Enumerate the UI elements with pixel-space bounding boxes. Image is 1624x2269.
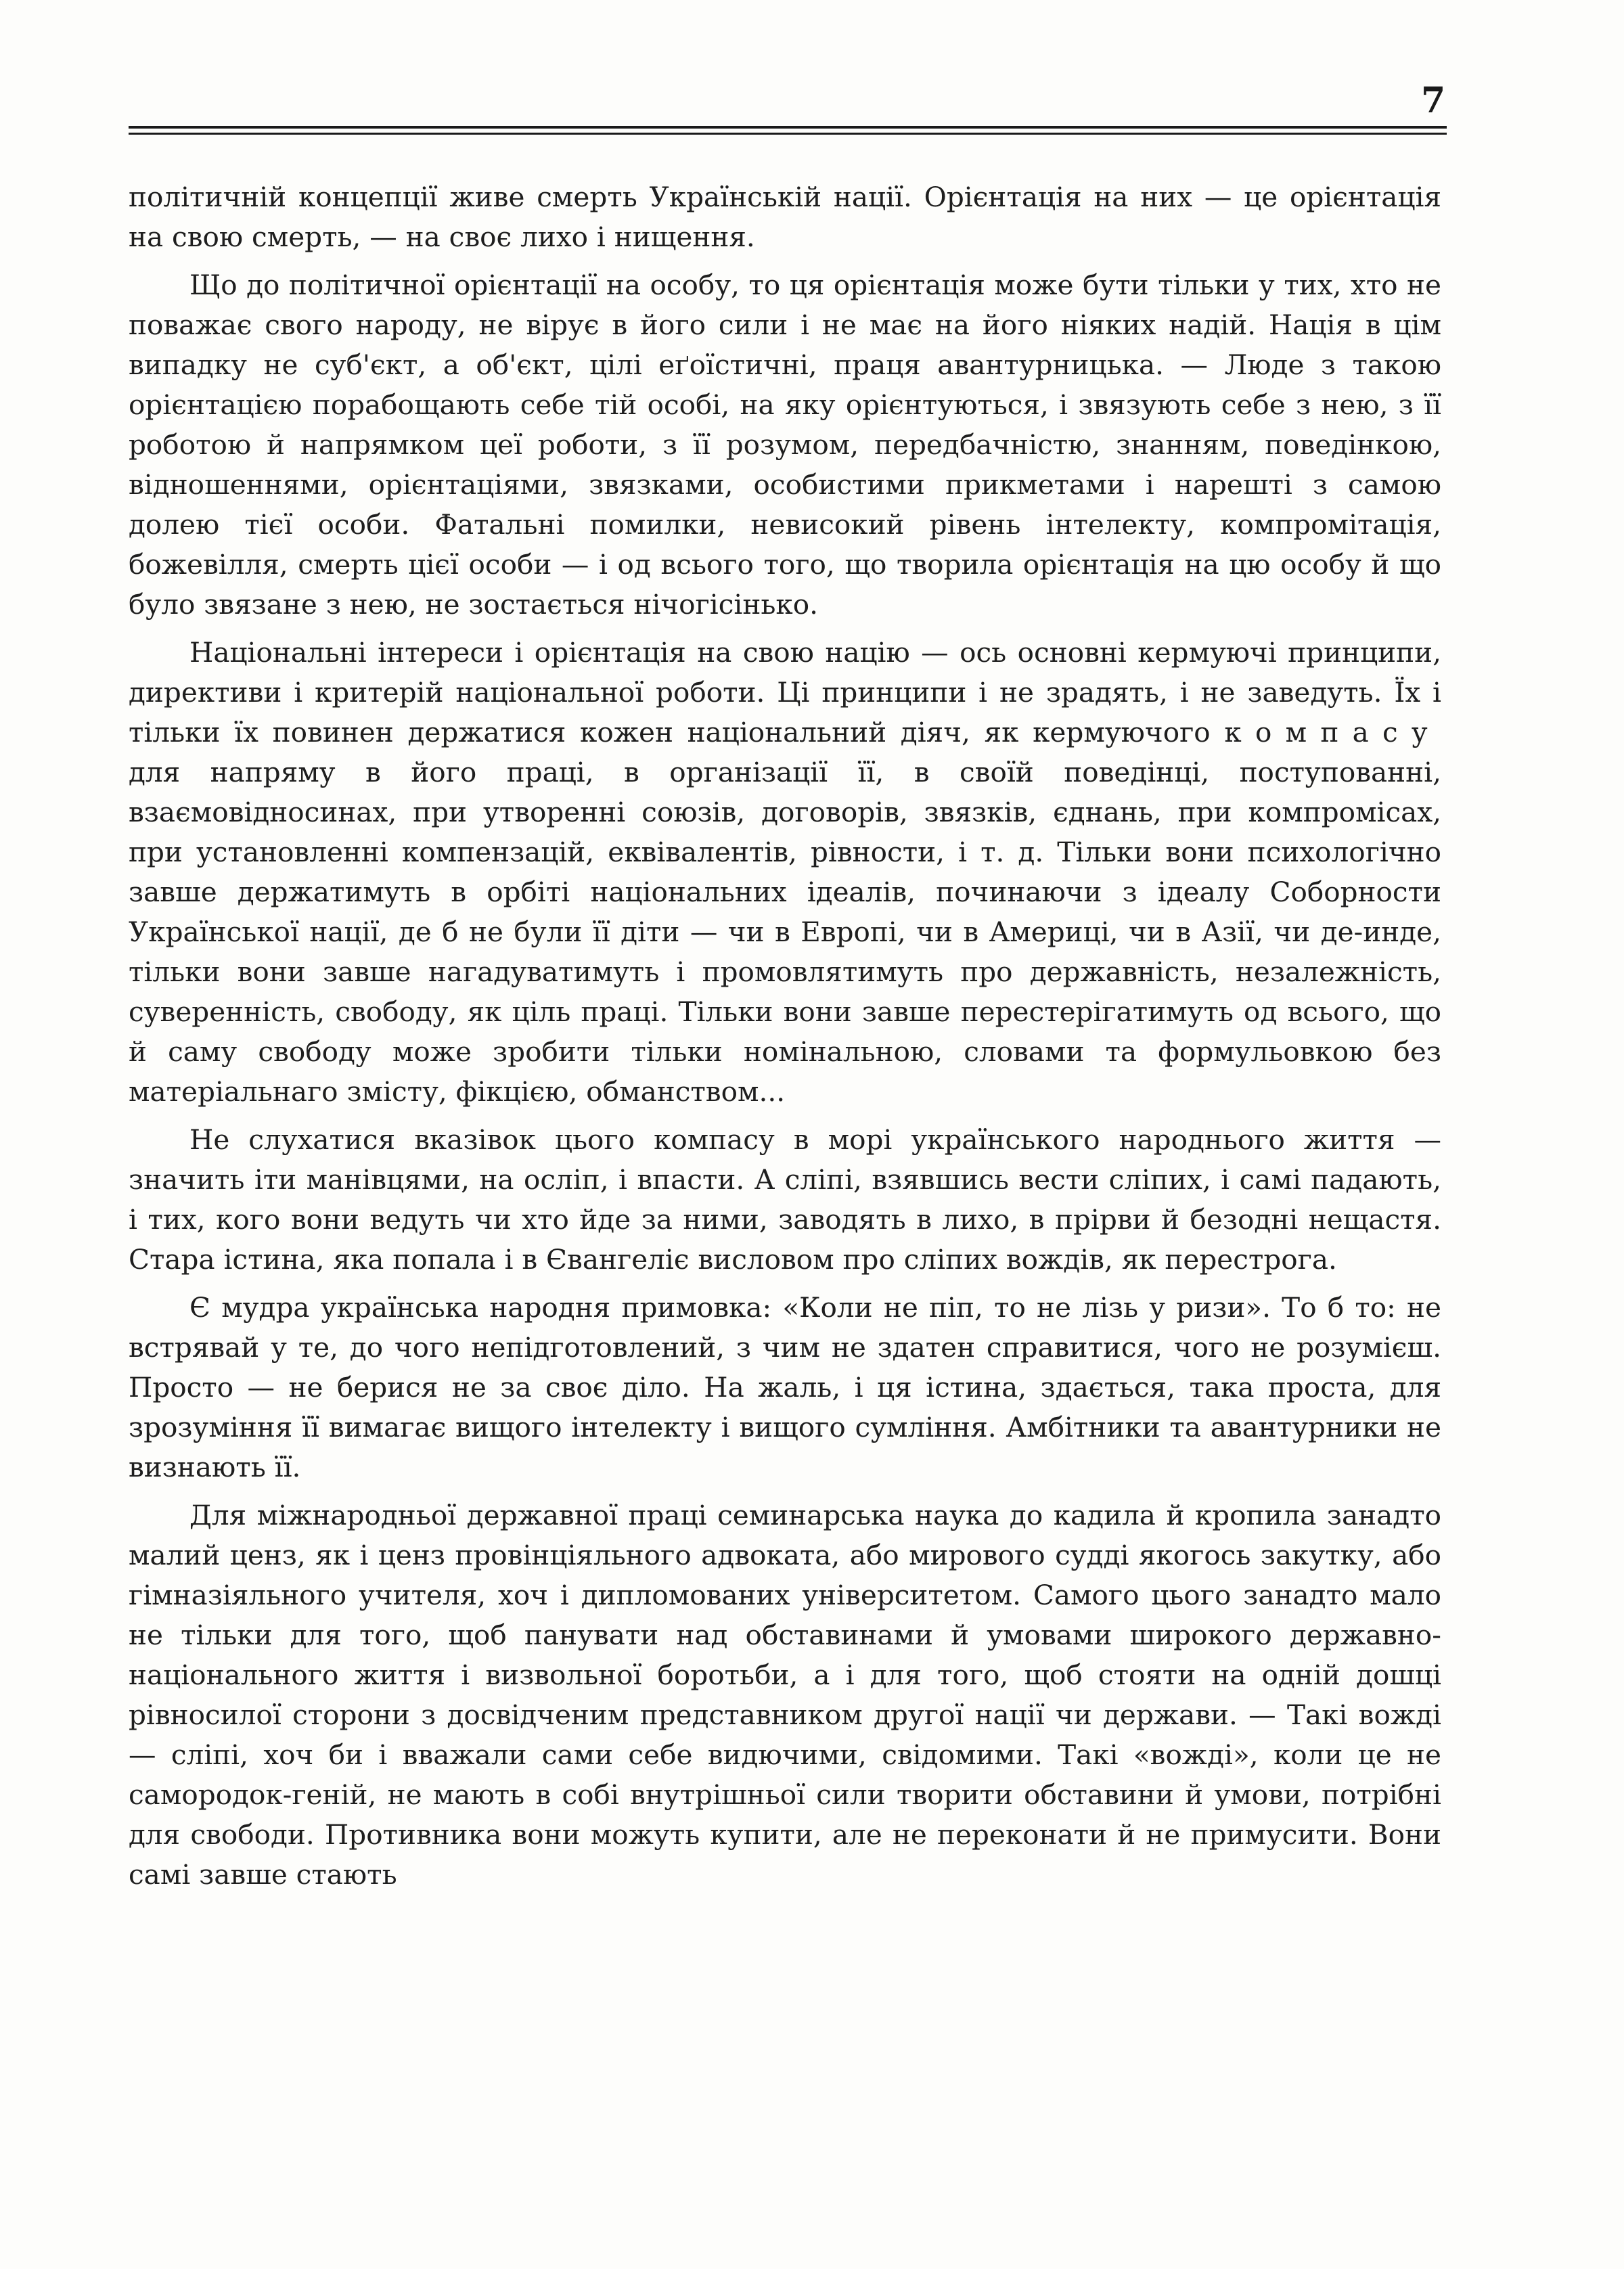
paragraph-3-emphasis: компасу [1224,716,1441,748]
paragraph-3-after: для напряму в його праці, в організації її, в своїй поведінці, поступованні, взаємовідносинах, при утворенні союзів, договорів, звязків, єднань, при компромісах, при установленні компензацій, еквівалентів, рівности, і т. д. Тільки вони психологічно завше держатимуть в орбіті національних ідеалів, починаючи з ідеалу Соборности Української нації, де б не були її діти — чи в Европі, чи в Америці, чи в Азії, чи де-инде, тільки вони завше нагадуватимуть і промовлятимуть про державність, незалежність, суверенність, свободу, як ціль праці. Тільки вони завше перестерігатимуть од всього, що й саму свободу може зробити тільки номінальною, словами та формульовкою без матеріальнаго змісту, фікцією, обманством... [129,756,1441,1108]
paragraph-3-before: Національні інтереси і орієнтація на свою націю — ось основні кермуючі принципи, директиви і критерій національної роботи. Ці принципи і не зрадять, і не заведуть. Їх і тільки їх повинен держатися кожен національний діяч, як кермуючого [129,636,1441,748]
header-rule-top [129,126,1447,129]
paragraph-4: Не слухатися вказівок цього компасу в морі українського народнього життя — значить іти манівцями, на осліп, і впасти. А сліпі, взявшись вести сліпих, і самі падають, і тих, кого вони ведуть чи хто йде за ними, заводять в лихо, в прірви й безодні нещастя. Стара істина, яка попала і в Євангеліє висловом про сліпих вождів, як перестрога. [129,1123,1441,1276]
header-rule-bottom [129,133,1447,135]
paragraph-2: Що до політичної орієнтації на особу, то ця орієнтація може бути тільки у тих, хто не поважає свого народу, не вірує в його сили і не має на його ніяких надій. Нація в цім випадку не суб'єкт, а об'єкт, цілі еґоїстичні, праця авантурницька. — Люде з такою орієнтацією порабощають себе тій особі, на яку орієнтуються, і звязують себе з нею, з її роботою й напрямком цеї роботи, з її розумом, передбачністю, знанням, поведінкою, відношеннями, орієнтаціями, звязками, особистими прикметами і нарешті з самою долею тієї особи. Фатальні помилки, невисокий рівень інтелекту, компромітація, божевілля, смерть цієї особи — і од всього того, що творила орієнтація на цю особу й що було звязане з нею, не зостається нічогісінько. [129,269,1441,621]
page-number: 7 [1421,80,1446,121]
paragraph-5: Є мудра українська народня примовка: «Коли не піп, то не лізь у ризи». То б то: не встрявай у те, до чого непідготовлений, з чим не здатен справитися, чого не розумієш. Просто — не берися не за своє діло. На жаль, і ця істина, здається, така проста, для зрозуміння її вимагає вищого інтелекту і вищого сумління. Амбітники та авантурники не визнають її. [129,1291,1441,1483]
paragraph-6: Для міжнародньої державної праці семинарська наука до кадила й кропила занадто малий ценз, як і ценз провінціяльного адвоката, або мирового судді якогось закутку, або гімназіяльного учителя, хоч і дипломованих університетом. Самого цього занадто мало не тільки для того, щоб панувати над обставинами й умовами широкого державно-національного життя і визвольної боротьби, а і для того, щоб стояти на одній дошці рівносилої сторони з досвідченим представником другої нації чи держави. — Такі вожді — сліпі, хоч би і вважали сами себе видючими, свідомими. Такі «вожді», коли це не самородок-геній, не мають в собі внутрішньої сили творити обставини й умови, потрібні для свободи. Противника вони можуть купити, але не переконати й не примусити. Вони самі завше стають [129,1499,1441,1891]
body-text [129,177,1441,1895]
paragraph-1: політичній концепції живе смерть Українській нації. Орієнтація на них — це орієнтація на свою смерть, — на своє лихо і нищення. [129,181,1441,253]
paragraph-3 [129,633,1441,1112]
